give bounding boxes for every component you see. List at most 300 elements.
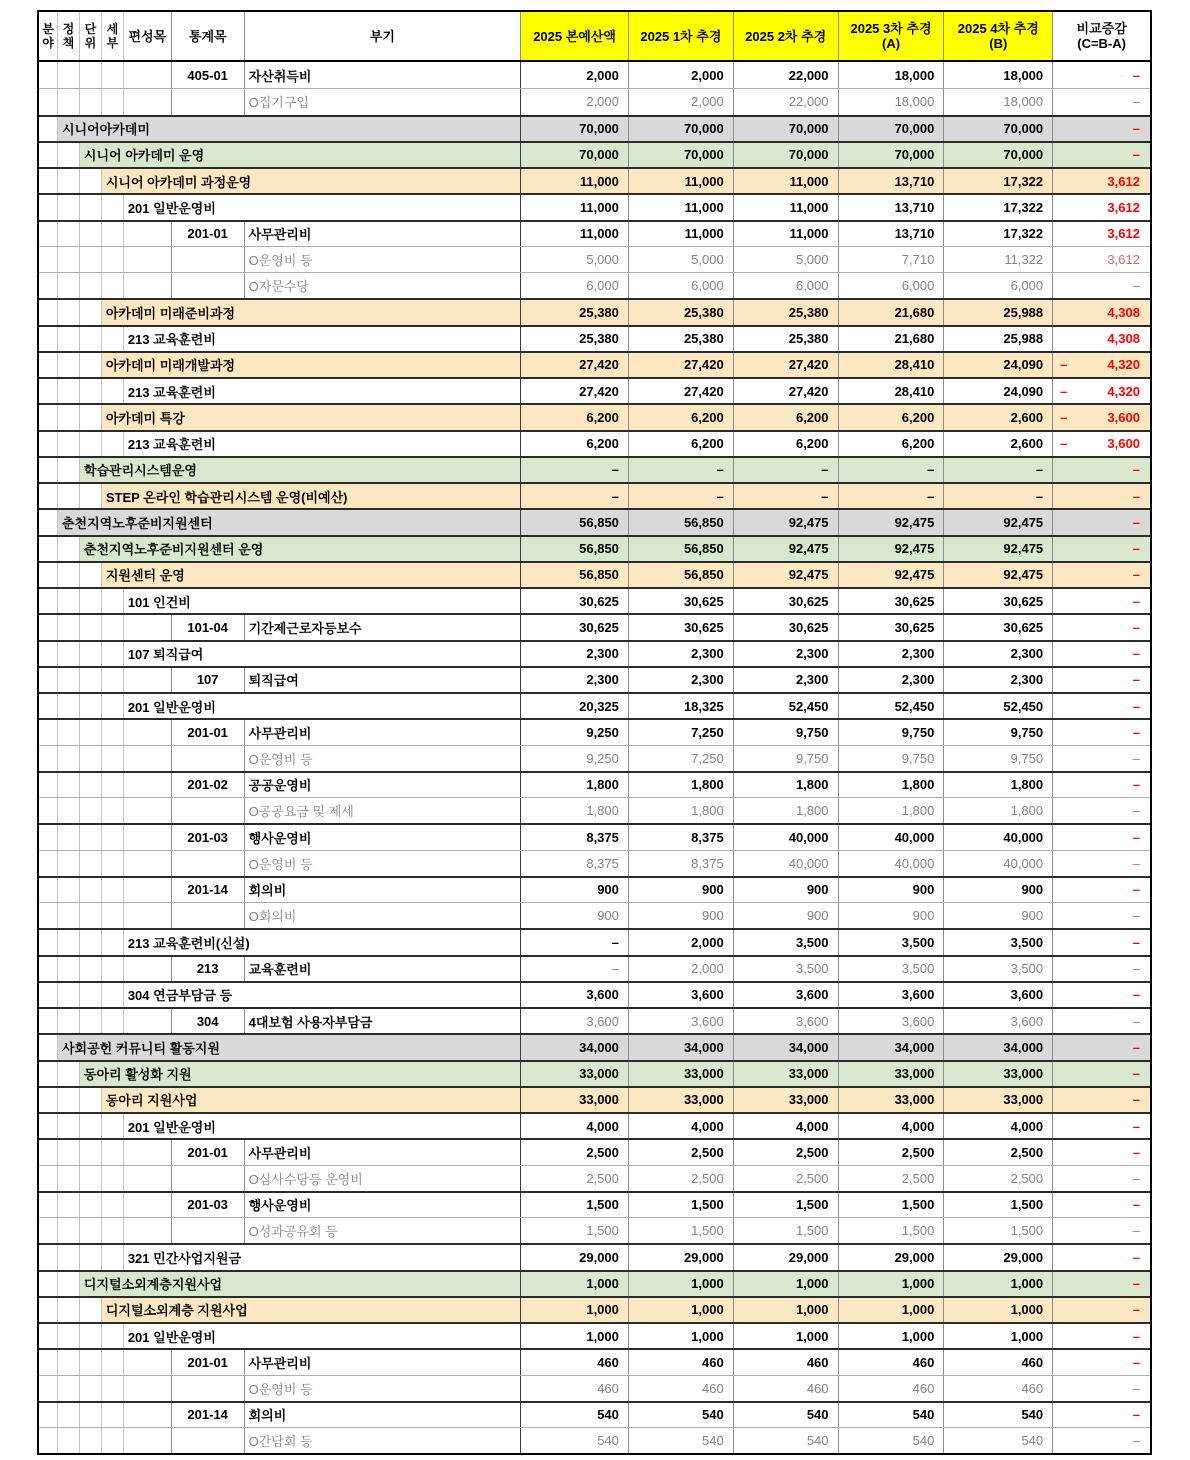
cell-hierarchy (80, 694, 102, 718)
cell-pyeonseongmok (124, 773, 172, 797)
cell-label: O운영비 등 (245, 851, 521, 876)
cell-label: 4대보험 사용자부담금 (245, 1009, 521, 1033)
cell-rev3-a: 13,710 (839, 169, 945, 193)
cell-hierarchy (102, 62, 124, 88)
cell-budget-main: 33,000 (521, 1088, 629, 1112)
diff-value: – (1132, 1276, 1140, 1292)
cell-rev4-b: 33,000 (944, 1088, 1053, 1112)
cell-hierarchy (102, 746, 124, 771)
cell-rev1: 11,000 (629, 195, 734, 219)
diff-value: – (1132, 1380, 1140, 1396)
cell-stat-code (172, 1376, 245, 1401)
cell-rev1: 29,000 (629, 1245, 734, 1269)
cell-rev3-a: 92,475 (839, 537, 945, 561)
cell-hierarchy (80, 353, 102, 377)
cell-pyeonseongmok (124, 668, 172, 692)
cell-diff (1053, 1350, 1150, 1374)
cell-rev1: 30,625 (629, 589, 734, 613)
cell-rev3-a: 21,680 (839, 300, 945, 324)
cell-label: 사무관리비 (245, 720, 521, 744)
table-row (39, 1217, 1150, 1243)
cell-section-label: 321 민간사업지원금 (124, 1245, 521, 1269)
cell-stat-code: 101-04 (172, 615, 245, 639)
cell-hierarchy (39, 878, 58, 902)
header-hier-char: 부 (106, 36, 119, 50)
cell-hierarchy (80, 327, 102, 351)
cell-rev2: 92,475 (734, 563, 839, 587)
header-tonggyemok: 통계목 (172, 12, 245, 60)
cell-rev3-a: 3,500 (839, 930, 945, 954)
cell-hierarchy (58, 825, 80, 849)
cell-hierarchy (102, 247, 124, 272)
table-row (39, 902, 1150, 928)
cell-label: O집기구입 (245, 89, 521, 114)
cell-hierarchy (80, 1114, 102, 1138)
diff-value: – (1132, 488, 1140, 504)
cell-pyeonseongmok (124, 903, 172, 928)
cell-hierarchy (39, 1298, 58, 1322)
cell-rev4-b: 52,450 (944, 694, 1053, 718)
cell-budget-main: 2,300 (521, 668, 629, 692)
cell-stat-code: 201-01 (172, 222, 245, 246)
cell-hierarchy (39, 327, 58, 351)
cell-stat-code: 201-02 (172, 773, 245, 797)
cell-rev3-a: 6,000 (839, 273, 945, 298)
cell-hierarchy (80, 903, 102, 928)
cell-rev2: 6,200 (734, 432, 839, 456)
cell-budget-main: 6,000 (521, 273, 629, 298)
cell-rev2: 29,000 (734, 1245, 839, 1269)
table-row (39, 745, 1150, 771)
cell-rev1: 2,300 (629, 642, 734, 666)
cell-stat-code (172, 1166, 245, 1191)
cell-hierarchy (80, 1428, 102, 1453)
cell-rev4-b: 17,322 (944, 222, 1053, 246)
cell-rev4-b: 2,500 (944, 1140, 1053, 1164)
cell-hierarchy (102, 89, 124, 114)
cell-budget-main: 2,500 (521, 1166, 629, 1191)
cell-rev3-a: 52,450 (839, 694, 945, 718)
cell-hierarchy (102, 1140, 124, 1164)
cell-rev4-b: 1,000 (944, 1324, 1053, 1348)
diff-value: – (1132, 1039, 1140, 1055)
cell-rev1: 1,000 (629, 1272, 734, 1296)
cell-rev2: – (734, 458, 839, 482)
cell-hierarchy (39, 222, 58, 246)
diff-value: – (1132, 855, 1140, 871)
cell-rev2: 70,000 (734, 143, 839, 167)
table-row (39, 771, 1150, 797)
cell-budget-main: 1,500 (521, 1193, 629, 1217)
cell-diff (1053, 89, 1150, 114)
cell-pyeonseongmok (124, 746, 172, 771)
cell-stat-code: 201-01 (172, 1350, 245, 1374)
cell-rev4-b: 1,800 (944, 798, 1053, 823)
table-row (39, 1112, 1150, 1138)
cell-hierarchy (80, 222, 102, 246)
table-row (39, 193, 1150, 219)
cell-hierarchy (39, 1350, 58, 1374)
cell-section-label: STEP 온라인 학습관리시스템 운영(비예산) (102, 484, 521, 508)
cell-pyeonseongmok (124, 1428, 172, 1453)
cell-section-label: 213 교육훈련비(신설) (124, 930, 521, 954)
cell-pyeonseongmok (124, 247, 172, 272)
table-row (39, 1427, 1150, 1453)
cell-hierarchy (58, 903, 80, 928)
cell-diff (1053, 1376, 1150, 1401)
header-bugi: 부기 (245, 12, 522, 60)
cell-rev3-a: – (839, 458, 945, 482)
cell-section-label: 213 교육훈련비 (124, 379, 521, 403)
cell-diff (1053, 1035, 1150, 1059)
diff-value: – (1132, 1144, 1140, 1160)
cell-rev3-a: 13,710 (839, 222, 945, 246)
cell-rev2: 9,750 (734, 720, 839, 744)
cell-rev4-b: 1,500 (944, 1193, 1053, 1217)
cell-budget-main: 8,375 (521, 851, 629, 876)
header-line1: 2025 1차 추경 (640, 28, 722, 44)
cell-hierarchy (39, 746, 58, 771)
diff-value: – (1132, 121, 1140, 137)
cell-rev1: 27,420 (629, 379, 734, 403)
cell-hierarchy (39, 1193, 58, 1217)
cell-stat-code: 201-01 (172, 720, 245, 744)
cell-budget-main: 2,500 (521, 1140, 629, 1164)
cell-rev2: 92,475 (734, 510, 839, 534)
cell-rev2: 540 (734, 1403, 839, 1427)
cell-rev1: 1,800 (629, 773, 734, 797)
cell-hierarchy (102, 1324, 124, 1348)
cell-rev3-a: 7,710 (839, 247, 945, 272)
diff-value: – (1132, 1092, 1140, 1108)
cell-hierarchy (58, 1350, 80, 1374)
cell-hierarchy (80, 405, 102, 429)
diff-value: – (1132, 1354, 1140, 1370)
cell-rev1: 6,200 (629, 405, 734, 429)
cell-rev1: 6,200 (629, 432, 734, 456)
cell-rev4-b: 2,300 (944, 642, 1053, 666)
cell-rev1: 1,500 (629, 1193, 734, 1217)
cell-hierarchy (39, 668, 58, 692)
header-hier-1 (58, 12, 80, 60)
diff-value: – (1132, 698, 1140, 714)
cell-diff (1053, 615, 1150, 639)
cell-hierarchy (80, 668, 102, 692)
cell-hierarchy (39, 1114, 58, 1138)
cell-hierarchy (58, 62, 80, 88)
cell-hierarchy (80, 615, 102, 639)
cell-hierarchy (80, 589, 102, 613)
cell-budget-main: 34,000 (521, 1035, 629, 1059)
cell-hierarchy (102, 379, 124, 403)
diff-value: – (1132, 1013, 1140, 1029)
header-line2: (A) (881, 36, 901, 51)
header-rev3-a (839, 12, 945, 60)
cell-rev3-a: 2,500 (839, 1140, 945, 1164)
cell-rev1: 70,000 (629, 117, 734, 141)
table-header (39, 12, 1150, 62)
diff-value: – (1132, 961, 1140, 977)
cell-label: O운영비 등 (245, 746, 521, 771)
cell-pyeonseongmok (124, 1350, 172, 1374)
cell-hierarchy (58, 1324, 80, 1348)
negative-minus-sign: – (1060, 357, 1068, 373)
cell-hierarchy (39, 62, 58, 88)
cell-rev4-b: 460 (944, 1350, 1053, 1374)
cell-rev4-b: 2,600 (944, 405, 1053, 429)
cell-hierarchy (39, 903, 58, 928)
cell-rev3-a: 9,750 (839, 720, 945, 744)
cell-diff (1053, 1403, 1150, 1427)
cell-diff (1053, 1428, 1150, 1453)
cell-hierarchy (58, 1088, 80, 1112)
header-budget-main (521, 12, 629, 60)
cell-rev2: 900 (734, 878, 839, 902)
cell-stat-code: 213 (172, 957, 245, 981)
header-hier-char: 야 (42, 36, 54, 50)
cell-rev3-a: 460 (839, 1350, 945, 1374)
cell-diff (1053, 1140, 1150, 1164)
cell-rev3-a: 13,710 (839, 195, 945, 219)
cell-rev2: 30,625 (734, 615, 839, 639)
header-line1: 2025 3차 추경 (850, 21, 932, 36)
header-line1: 2025 2차 추경 (745, 28, 827, 44)
diff-value: 3,612 (1107, 173, 1140, 189)
cell-hierarchy (102, 273, 124, 298)
cell-section-label: 사회공헌 커뮤니티 활동지원 (58, 1035, 521, 1059)
cell-hierarchy (102, 195, 124, 219)
cell-hierarchy (58, 1272, 80, 1296)
cell-hierarchy (39, 247, 58, 272)
cell-budget-main: – (521, 458, 629, 482)
cell-diff (1053, 537, 1150, 561)
cell-label: 회의비 (245, 1403, 521, 1427)
diff-value: – (1132, 672, 1140, 688)
cell-rev3-a: 28,410 (839, 353, 945, 377)
cell-diff (1053, 1324, 1150, 1348)
cell-rev3-a: 34,000 (839, 1035, 945, 1059)
cell-hierarchy (80, 746, 102, 771)
cell-rev2: 27,420 (734, 379, 839, 403)
cell-hierarchy (80, 1403, 102, 1427)
cell-rev4-b: 540 (944, 1428, 1053, 1453)
cell-hierarchy (39, 510, 58, 534)
cell-budget-main: 900 (521, 903, 629, 928)
cell-rev2: 1,800 (734, 798, 839, 823)
cell-rev4-b: – (944, 458, 1053, 482)
cell-diff (1053, 720, 1150, 744)
cell-rev1: 11,000 (629, 169, 734, 193)
table-row (39, 1296, 1150, 1322)
cell-rev3-a: 40,000 (839, 851, 945, 876)
header-hier-char: 정 (62, 22, 75, 36)
header-line1: 2025 본예산액 (533, 28, 616, 44)
cell-hierarchy (80, 825, 102, 849)
header-hier-2 (80, 12, 102, 60)
cell-section-label: 아카데미 미래개발과정 (102, 353, 521, 377)
cell-diff (1053, 1193, 1150, 1217)
cell-rev1: 900 (629, 903, 734, 928)
cell-rev1: 7,250 (629, 746, 734, 771)
cell-rev2: 40,000 (734, 851, 839, 876)
cell-rev4-b: 540 (944, 1403, 1053, 1427)
cell-rev3-a: 28,410 (839, 379, 945, 403)
cell-hierarchy (80, 930, 102, 954)
cell-section-label: 동아리 지원사업 (102, 1088, 521, 1112)
cell-budget-main: 1,500 (521, 1218, 629, 1243)
cell-diff (1053, 1272, 1150, 1296)
cell-rev1: 4,000 (629, 1114, 734, 1138)
cell-rev3-a: 540 (839, 1428, 945, 1453)
cell-hierarchy (102, 798, 124, 823)
cell-hierarchy (39, 273, 58, 298)
cell-rev1: 460 (629, 1376, 734, 1401)
table-row (39, 141, 1150, 167)
cell-budget-main: 25,380 (521, 327, 629, 351)
cell-rev3-a: 70,000 (839, 143, 945, 167)
diff-value: – (1132, 541, 1140, 557)
cell-rev4-b: 6,000 (944, 273, 1053, 298)
cell-budget-main: 29,000 (521, 1245, 629, 1269)
cell-rev4-b: 9,750 (944, 746, 1053, 771)
cell-pyeonseongmok (124, 1140, 172, 1164)
cell-label: O공공요금 및 제세 (245, 798, 521, 823)
diff-value: 3,600 (1107, 409, 1140, 425)
cell-rev1: – (629, 458, 734, 482)
cell-rev2: 5,000 (734, 247, 839, 272)
cell-section-label: 201 일반운영비 (124, 195, 521, 219)
cell-label: O회의비 (245, 903, 521, 928)
cell-rev3-a: 70,000 (839, 117, 945, 141)
table-row (39, 535, 1150, 561)
cell-rev1: 460 (629, 1350, 734, 1374)
cell-rev4-b: 900 (944, 878, 1053, 902)
cell-stat-code: 304 (172, 1009, 245, 1033)
cell-diff (1053, 878, 1150, 902)
cell-stat-code: 201-01 (172, 1140, 245, 1164)
cell-rev2: 2,300 (734, 642, 839, 666)
cell-rev3-a: 6,200 (839, 405, 945, 429)
cell-rev2: 11,000 (734, 169, 839, 193)
cell-diff (1053, 798, 1150, 823)
diff-value: 4,308 (1107, 304, 1140, 320)
cell-rev4-b: 18,000 (944, 89, 1053, 114)
table-row (39, 246, 1150, 272)
cell-budget-main: 11,000 (521, 169, 629, 193)
cell-rev1: 56,850 (629, 537, 734, 561)
cell-budget-main: 6,200 (521, 432, 629, 456)
cell-rev3-a: 33,000 (839, 1088, 945, 1112)
cell-hierarchy (39, 1166, 58, 1191)
cell-rev1: 27,420 (629, 353, 734, 377)
cell-hierarchy (39, 117, 58, 141)
cell-hierarchy (58, 484, 80, 508)
cell-rev4-b: 3,600 (944, 983, 1053, 1007)
cell-hierarchy (102, 1376, 124, 1401)
cell-label: 기간제근로자등보수 (245, 615, 521, 639)
cell-hierarchy (102, 1428, 124, 1453)
cell-rev1: 2,300 (629, 668, 734, 692)
diff-value: – (1132, 750, 1140, 766)
cell-section-label: 107 퇴직급여 (124, 642, 521, 666)
cell-rev1: 2,000 (629, 62, 734, 88)
cell-stat-code: 201-14 (172, 878, 245, 902)
cell-rev1: 56,850 (629, 510, 734, 534)
cell-budget-main: – (521, 930, 629, 954)
cell-rev3-a: 29,000 (839, 1245, 945, 1269)
cell-section-label: 아카데미 미래준비과정 (102, 300, 521, 324)
diff-value: – (1132, 882, 1140, 898)
table-row (39, 692, 1150, 718)
cell-budget-main: 5,000 (521, 247, 629, 272)
diff-value: 4,308 (1107, 331, 1140, 347)
cell-section-label: 동아리 활성화 지원 (80, 1062, 521, 1086)
cell-budget-main: 20,325 (521, 694, 629, 718)
cell-rev2: 3,500 (734, 957, 839, 981)
cell-hierarchy (58, 300, 80, 324)
cell-rev2: 1,800 (734, 773, 839, 797)
cell-rev3-a: 1,000 (839, 1324, 945, 1348)
cell-rev2: 40,000 (734, 825, 839, 849)
cell-budget-main: 3,600 (521, 983, 629, 1007)
cell-budget-main: – (521, 957, 629, 981)
cell-rev2: 25,380 (734, 300, 839, 324)
cell-label: 자산취득비 (245, 62, 521, 88)
cell-pyeonseongmok (124, 957, 172, 981)
cell-rev2: 6,200 (734, 405, 839, 429)
diff-value: – (1132, 94, 1140, 110)
cell-hierarchy (39, 930, 58, 954)
cell-rev1: 2,000 (629, 930, 734, 954)
cell-hierarchy (58, 1403, 80, 1427)
cell-rev4-b: 2,600 (944, 432, 1053, 456)
diff-value: – (1132, 1302, 1140, 1318)
diff-value: – (1132, 646, 1140, 662)
cell-diff (1053, 825, 1150, 849)
cell-stat-code (172, 89, 245, 114)
diff-value: – (1132, 1433, 1140, 1449)
cell-rev3-a: – (839, 484, 945, 508)
header-hier-char: 위 (84, 36, 97, 50)
cell-hierarchy (39, 143, 58, 167)
diff-value: – (1132, 593, 1140, 609)
cell-hierarchy (80, 1140, 102, 1164)
cell-diff (1053, 222, 1150, 246)
table-row (39, 1165, 1150, 1191)
cell-budget-main: 540 (521, 1428, 629, 1453)
table-row (39, 666, 1150, 692)
table-row (39, 640, 1150, 666)
cell-rev1: 900 (629, 878, 734, 902)
cell-rev2: 9,750 (734, 746, 839, 771)
cell-section-label: 시니어아카데미 (58, 117, 521, 141)
cell-budget-main: 1,000 (521, 1272, 629, 1296)
cell-rev4-b: 1,800 (944, 773, 1053, 797)
cell-hierarchy (58, 1428, 80, 1453)
cell-diff (1053, 510, 1150, 534)
table-row (39, 981, 1150, 1007)
cell-rev4-b: 4,000 (944, 1114, 1053, 1138)
cell-rev3-a: 900 (839, 903, 945, 928)
cell-hierarchy (39, 353, 58, 377)
header-line1: 비교증감 (1076, 21, 1127, 36)
cell-rev3-a: 18,000 (839, 62, 945, 88)
cell-budget-main: 9,250 (521, 746, 629, 771)
cell-rev2: 1,000 (734, 1324, 839, 1348)
cell-hierarchy (39, 458, 58, 482)
cell-label: 행사운영비 (245, 825, 521, 849)
cell-pyeonseongmok (124, 1376, 172, 1401)
